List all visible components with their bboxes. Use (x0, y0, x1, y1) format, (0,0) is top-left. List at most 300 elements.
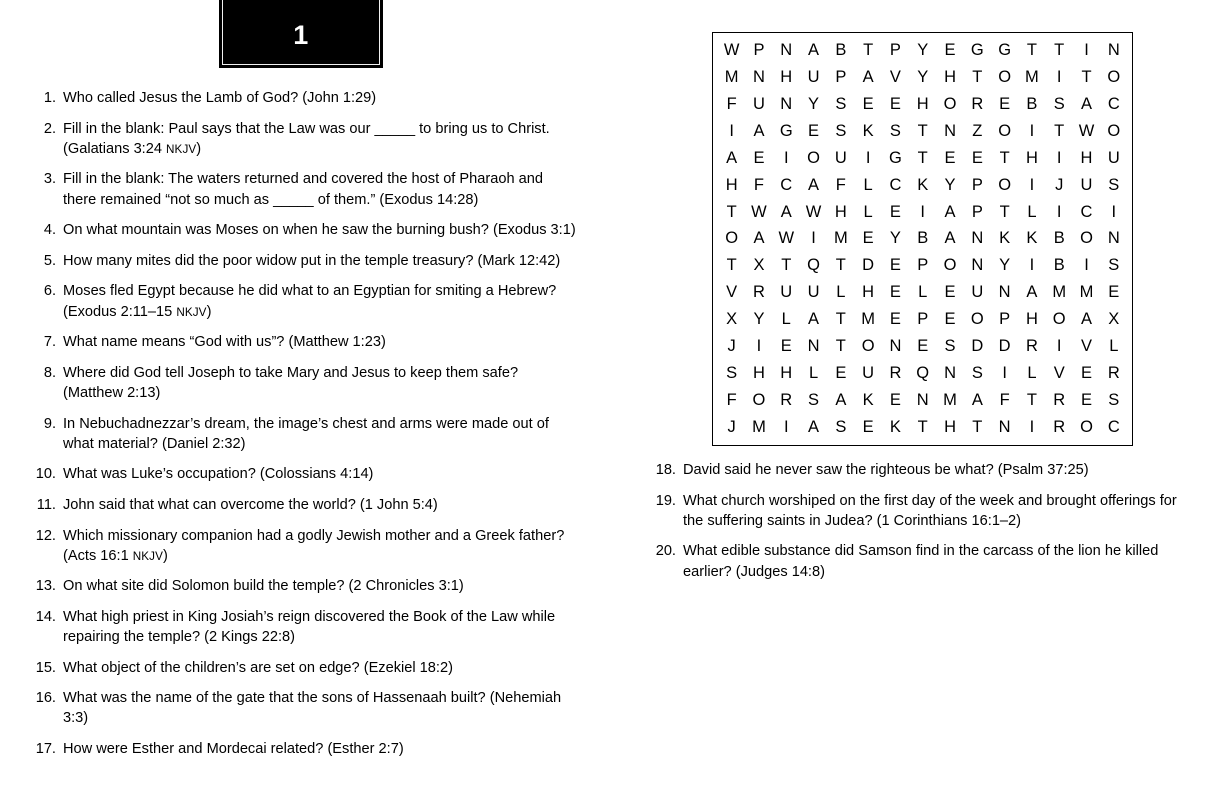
word-search-cell[interactable]: V (726, 283, 738, 302)
word-search-cell[interactable]: R (1025, 336, 1038, 355)
word-search-cell[interactable]: T (1054, 41, 1065, 60)
question-number: 11. (36, 496, 56, 513)
word-search-cell[interactable]: H (780, 68, 793, 87)
question-number: 2. (43, 120, 56, 137)
word-search-cell[interactable]: M (943, 390, 957, 409)
word-search-cell[interactable]: N (1107, 229, 1120, 248)
word-search-cell[interactable]: F (835, 175, 846, 194)
word-search-cell[interactable]: B (1053, 256, 1065, 275)
word-search-cell[interactable]: W (805, 202, 822, 221)
word-search-cell[interactable]: G (779, 121, 793, 140)
word-search-cell[interactable]: I (920, 202, 926, 221)
word-search-cell[interactable]: L (836, 283, 846, 302)
word-search-cell[interactable]: E (1081, 363, 1093, 382)
question-number: 4. (43, 222, 56, 239)
word-search-cell[interactable]: F (999, 390, 1010, 409)
word-search-cell[interactable]: L (1109, 336, 1119, 355)
word-search-cell[interactable]: U (1080, 175, 1093, 194)
word-search-cell[interactable]: N (807, 336, 820, 355)
word-search-cell[interactable]: I (1029, 256, 1035, 275)
word-search-cell[interactable]: A (944, 229, 956, 248)
word-search-cell[interactable]: P (917, 256, 929, 275)
word-search-cell[interactable]: N (780, 41, 793, 60)
word-search-cell[interactable]: K (862, 390, 874, 409)
word-search-row (718, 64, 1127, 91)
word-search-row (718, 279, 1127, 306)
word-search-cell[interactable]: U (1107, 148, 1120, 167)
question-text: Fill in the blank: Paul says that the Law was our _____ to bring us to Christ. (Galatians 3:24 NKJV) (63, 120, 550, 157)
word-search-cell[interactable]: O (807, 148, 820, 167)
word-search-cell[interactable]: I (811, 229, 816, 248)
word-search-cell[interactable]: P (753, 41, 765, 60)
word-search-cell[interactable]: Q (916, 363, 930, 382)
word-search-cell[interactable]: H (725, 175, 738, 194)
word-search-cell[interactable]: S (1108, 390, 1120, 409)
word-search-cell[interactable]: H (862, 283, 875, 302)
word-search-cell[interactable]: T (1054, 121, 1065, 140)
word-search-row (718, 360, 1127, 387)
word-search-cell[interactable]: E (862, 229, 874, 248)
word-search-cell[interactable]: T (835, 256, 846, 275)
word-search-cell[interactable]: H (1080, 148, 1093, 167)
word-search-cell[interactable]: Q (807, 256, 820, 275)
word-search-cell[interactable]: V (889, 68, 901, 87)
word-search-cell[interactable]: E (889, 256, 901, 275)
word-search-cell[interactable]: T (726, 202, 737, 221)
word-search-cell[interactable]: T (835, 310, 846, 329)
word-search-cell[interactable]: H (834, 202, 847, 221)
word-search-cell[interactable]: L (863, 202, 873, 221)
word-search-cell[interactable]: E (944, 310, 956, 329)
word-search-cell[interactable]: L (1027, 363, 1037, 382)
word-search-cell[interactable]: S (1108, 256, 1120, 275)
word-search-cell[interactable]: E (999, 94, 1011, 113)
question-item (32, 332, 580, 352)
word-search-cell[interactable]: V (1081, 336, 1093, 355)
word-search-cell[interactable]: O (725, 229, 739, 248)
question-text: John said that what can overcome the world? (1 John 5:4) (63, 496, 438, 513)
question-item (32, 119, 580, 159)
word-search-cell[interactable]: A (808, 417, 820, 436)
word-search-cell[interactable]: E (862, 417, 874, 436)
question-number: 19. (655, 492, 676, 509)
question-item (32, 526, 580, 566)
word-search-cell[interactable]: N (944, 121, 956, 140)
word-search-cell[interactable]: K (917, 175, 929, 194)
word-search-cell[interactable]: A (835, 390, 847, 409)
word-search-row (718, 145, 1127, 172)
word-search-cell[interactable]: L (781, 310, 791, 329)
word-search-cell[interactable]: R (1053, 417, 1066, 436)
word-search-cell[interactable]: L (808, 363, 819, 382)
question-number: 17. (35, 741, 56, 757)
word-search-cell[interactable]: O (861, 336, 875, 355)
word-search-cell[interactable]: S (971, 363, 983, 382)
word-search-cell[interactable]: I (1084, 41, 1089, 60)
question-item (32, 251, 580, 271)
question-number: 10. (35, 466, 56, 483)
word-search-cell[interactable]: H (1025, 148, 1038, 167)
word-search-cell[interactable]: H (944, 417, 956, 436)
word-search-cell[interactable]: M (861, 310, 875, 329)
word-search-cell[interactable]: I (1029, 175, 1035, 194)
word-search-cell[interactable]: W (778, 229, 795, 248)
word-search-cell[interactable]: J (727, 336, 736, 355)
word-search-cell[interactable]: E (944, 41, 956, 60)
word-search-cell[interactable]: E (1081, 390, 1093, 409)
word-search-cell[interactable]: A (808, 41, 820, 60)
word-search-cell[interactable]: T (726, 256, 737, 275)
word-search-cell[interactable]: R (780, 390, 793, 409)
word-search-cell[interactable]: I (756, 336, 762, 355)
word-search-cell[interactable]: H (1025, 310, 1038, 329)
word-search-cell[interactable]: I (1056, 148, 1062, 167)
word-search-cell[interactable]: R (1107, 363, 1120, 382)
word-search-cell[interactable]: Y (917, 41, 929, 60)
word-search-cell[interactable]: I (1029, 121, 1035, 140)
word-search-cell[interactable]: W (723, 41, 740, 60)
word-search-cell[interactable]: O (1107, 121, 1121, 140)
word-search-cell[interactable]: E (753, 148, 765, 167)
word-search-cell[interactable]: G (889, 148, 902, 167)
word-search-cell[interactable]: S (835, 94, 847, 113)
word-search-cell[interactable]: M (752, 417, 766, 436)
word-search-cell[interactable]: Z (972, 121, 983, 140)
question-item (32, 495, 580, 515)
word-search-cell[interactable]: N (889, 336, 902, 355)
question-item (32, 739, 580, 759)
word-search-cell[interactable]: P (999, 310, 1011, 329)
word-search-cell[interactable]: B (1053, 229, 1065, 248)
word-search-cell[interactable]: U (752, 94, 765, 113)
word-search-cell[interactable]: B (835, 41, 847, 60)
word-search-cell[interactable]: E (835, 363, 847, 382)
word-search-cell[interactable]: O (943, 94, 957, 113)
word-search-cell[interactable]: A (808, 310, 820, 329)
word-search-cell[interactable]: R (889, 363, 902, 382)
question-number: 20. (655, 543, 676, 560)
word-search-cell[interactable]: D (998, 336, 1011, 355)
word-search-cell[interactable]: Y (999, 256, 1011, 275)
word-search-cell[interactable]: B (1026, 94, 1038, 113)
word-search-cell[interactable]: A (1081, 310, 1093, 329)
word-search-cell[interactable]: N (998, 417, 1011, 436)
word-search-cell[interactable]: I (783, 417, 789, 436)
word-search-cell[interactable]: S (889, 121, 901, 140)
word-search-cell[interactable]: I (729, 121, 734, 140)
word-search-cell[interactable]: H (752, 363, 765, 382)
question-text: Which missionary companion had a godly Jewish mother and a Greek father? (Acts 16:1 NKJV) (63, 527, 565, 564)
word-search-cell[interactable]: G (998, 41, 1012, 60)
word-search-cell[interactable]: K (999, 229, 1011, 248)
word-search-cell[interactable]: N (998, 283, 1011, 302)
word-search-cell[interactable]: N (971, 229, 984, 248)
word-search-cell[interactable]: P (971, 175, 983, 194)
word-search-cell[interactable]: O (970, 310, 984, 329)
word-search-cell[interactable]: C (1080, 202, 1093, 221)
word-search-row (718, 387, 1127, 414)
word-search-cell[interactable]: E (1108, 283, 1120, 302)
word-search-cell[interactable]: Y (753, 310, 765, 329)
question-item (32, 281, 580, 321)
word-search-cell[interactable]: I (1056, 68, 1062, 87)
word-search-cell[interactable]: A (726, 148, 738, 167)
word-search-cell[interactable]: R (1053, 390, 1066, 409)
word-search-cell[interactable]: P (917, 310, 929, 329)
word-search-cell[interactable]: H (916, 94, 929, 113)
word-search-cell[interactable]: U (834, 148, 847, 167)
word-search-body (718, 37, 1127, 440)
question-number: 6. (43, 283, 56, 300)
word-search-cell[interactable]: T (999, 148, 1010, 167)
word-search-cell[interactable]: C (1107, 94, 1120, 113)
word-search-cell[interactable]: T (1026, 41, 1037, 60)
question-text: Who called Jesus the Lamb of God? (John 1:29) (63, 90, 377, 106)
word-search-cell[interactable]: O (998, 175, 1012, 194)
word-search-cell[interactable]: N (780, 94, 793, 113)
word-search-cell[interactable]: Y (944, 175, 956, 194)
word-search-cell[interactable]: S (808, 390, 820, 409)
word-search-cell[interactable]: G (970, 41, 984, 60)
word-search-cell[interactable]: A (944, 202, 956, 221)
word-search-cell[interactable]: O (1080, 417, 1093, 436)
question-item (32, 576, 580, 596)
question-text: Where did God tell Joseph to take Mary and Jesus to keep them safe? (Matthew 2:13) (63, 364, 519, 401)
question-text: What edible substance did Samson find in the carcass of the lion he killed earlier? (Judges 14:8) (683, 543, 1159, 580)
word-search-cell[interactable]: S (835, 121, 847, 140)
word-search-cell[interactable]: M (724, 68, 739, 87)
question-number: 12. (35, 527, 56, 544)
word-search-cell[interactable]: A (753, 121, 765, 140)
word-search-row (718, 37, 1127, 64)
word-search-cell[interactable]: O (998, 121, 1012, 140)
word-search-cell[interactable]: R (752, 283, 765, 302)
word-search-cell[interactable]: B (917, 229, 929, 248)
question-list-left (32, 88, 580, 770)
question-item (32, 658, 580, 678)
word-search-cell[interactable]: S (726, 363, 738, 382)
question-text: What church worshiped on the first day of the week and brought offerings for the suffering saints in Judea? (1 Corinthians 16:1–2) (683, 492, 1177, 529)
question-item (32, 363, 580, 403)
word-search-cell[interactable]: U (807, 68, 820, 87)
word-search-cell[interactable]: Y (808, 94, 820, 113)
puzzle-number-badge-inner (222, 0, 380, 65)
word-search-cell[interactable]: C (889, 175, 902, 194)
word-search-cell[interactable]: A (780, 202, 792, 221)
question-number: 8. (43, 364, 56, 381)
word-search-cell[interactable]: I (783, 148, 789, 167)
word-search-cell[interactable]: F (753, 175, 764, 194)
word-search-cell[interactable]: T (917, 121, 928, 140)
word-search-cell[interactable]: D (862, 256, 875, 275)
word-search-cell[interactable]: E (889, 310, 901, 329)
word-search-cell[interactable]: F (726, 390, 737, 409)
question-text: On what mountain was Moses on when he saw the burning bush? (Exodus 3:1) (63, 222, 576, 239)
question-text: How many mites did the poor widow put in the temple treasury? (Mark 12:42) (63, 252, 561, 269)
word-search-cell[interactable]: T (917, 417, 928, 436)
word-search-cell[interactable]: I (865, 148, 871, 167)
word-search-cell[interactable]: X (1108, 310, 1120, 329)
word-search-cell[interactable]: I (1056, 202, 1062, 221)
question-text: Moses fled Egypt because he did what to an Egyptian for smiting a Hebrew? (Exodus 2:11–15 NKJV) (63, 283, 557, 320)
question-text: What name means “God with us”? (Matthew 1:23) (63, 334, 386, 351)
word-search-cell[interactable]: A (862, 68, 874, 87)
word-search-cell[interactable]: C (780, 175, 793, 194)
word-search-cell[interactable]: N (971, 256, 984, 275)
word-search-grid (712, 32, 1133, 446)
word-search-cell[interactable]: U (780, 283, 793, 302)
question-text: David said he never saw the righteous be what? (Psalm 37:25) (683, 462, 1089, 478)
word-search-row (718, 252, 1127, 279)
question-text: In Nebuchadnezzar’s dream, the image’s chest and arms were made out of what material? (Daniel 2:32) (63, 415, 549, 452)
word-search-cell[interactable]: T (835, 336, 846, 355)
word-search-cell[interactable]: E (889, 283, 901, 302)
question-number: 9. (43, 415, 56, 432)
word-search-cell[interactable]: E (808, 121, 820, 140)
word-search-cell[interactable]: L (863, 175, 873, 194)
word-search-cell[interactable]: N (916, 390, 929, 409)
word-search-cell[interactable]: E (889, 390, 901, 409)
question-item (32, 220, 580, 240)
word-search-cell[interactable]: E (862, 94, 874, 113)
word-search-cell[interactable]: E (917, 336, 929, 355)
word-search-cell[interactable]: I (1029, 417, 1035, 436)
word-search-row (718, 225, 1127, 252)
word-search-cell[interactable]: O (1080, 229, 1093, 248)
word-search-cell[interactable]: U (807, 283, 820, 302)
word-search-cell[interactable]: A (753, 229, 765, 248)
word-search-cell[interactable]: S (835, 417, 847, 436)
word-search-cell[interactable]: V (1053, 363, 1065, 382)
word-search-cell[interactable]: T (999, 202, 1010, 221)
word-search-cell[interactable]: T (972, 68, 983, 87)
question-number: 14. (35, 608, 56, 625)
word-search-cell[interactable]: E (780, 336, 792, 355)
word-search-cell[interactable]: J (1055, 175, 1064, 194)
word-search-row (718, 333, 1127, 360)
word-search-cell[interactable]: H (780, 363, 793, 382)
word-search-cell[interactable]: O (752, 390, 766, 409)
word-search-cell[interactable]: I (1056, 336, 1062, 355)
word-search-cell[interactable]: O (1052, 310, 1066, 329)
question-item (32, 607, 580, 647)
word-search-cell[interactable]: T (972, 417, 983, 436)
question-number: 18. (655, 462, 676, 478)
word-search-cell[interactable]: L (1027, 202, 1037, 221)
word-search-cell[interactable]: E (971, 148, 983, 167)
word-search-cell[interactable]: E (944, 283, 956, 302)
word-search-cell[interactable]: Y (889, 229, 901, 248)
word-search-cell[interactable]: M (1052, 283, 1067, 302)
question-item (32, 88, 580, 108)
word-search-cell[interactable]: A (1026, 283, 1038, 302)
word-search-cell[interactable]: Y (917, 68, 929, 87)
puzzle-number-badge (219, 0, 383, 68)
word-search-cell[interactable]: K (1026, 229, 1038, 248)
question-item (652, 460, 1200, 480)
word-search-cell[interactable]: T (781, 256, 792, 275)
question-text: How were Esther and Mordecai related? (Esther 2:7) (63, 741, 404, 757)
question-number: 5. (43, 252, 56, 269)
word-search-cell[interactable]: C (1107, 417, 1120, 436)
question-item (652, 541, 1200, 581)
word-search-cell[interactable]: P (971, 202, 983, 221)
word-search-cell[interactable]: S (1053, 94, 1065, 113)
word-search-cell[interactable]: I (1002, 363, 1007, 382)
word-search-cell[interactable]: L (918, 283, 928, 302)
word-search-cell[interactable]: M (1079, 283, 1094, 302)
word-search-cell[interactable]: S (944, 336, 956, 355)
word-search-cell[interactable]: W (751, 202, 767, 221)
word-search-cell[interactable]: T (863, 41, 874, 60)
word-search-cell[interactable]: S (1108, 175, 1120, 194)
question-text: What was Luke’s occupation? (Colossians 4:14) (63, 466, 374, 483)
word-search-cell[interactable]: M (833, 229, 848, 248)
question-text: On what site did Solomon build the temple? (2 Chronicles 3:1) (63, 578, 464, 595)
word-search-cell[interactable]: O (943, 256, 957, 275)
puzzle-number: 1 (293, 19, 309, 50)
word-search-cell[interactable]: K (862, 121, 874, 140)
word-search-cell[interactable]: O (998, 68, 1012, 87)
word-search-cell[interactable]: N (944, 363, 956, 382)
question-item (652, 491, 1200, 531)
word-search-row (718, 413, 1127, 440)
question-text: Fill in the blank: The waters returned and covered the host of Pharaoh and there remained “not so much as _____ of them.” (Exodus 14:28) (63, 171, 543, 208)
question-list-right (652, 460, 1200, 592)
word-search-cell[interactable]: N (1107, 41, 1120, 60)
question-number: 15. (35, 659, 56, 676)
word-search-cell[interactable]: M (1025, 68, 1039, 87)
word-search-cell[interactable]: E (889, 202, 901, 221)
word-search-cell[interactable]: U (862, 363, 875, 382)
word-search-cell[interactable]: R (971, 94, 984, 113)
word-search-row (718, 91, 1127, 118)
question-text: What high priest in King Josiah’s reign discovered the Book of the Law while repairing the temple? (2 Kings 22:8) (63, 608, 556, 645)
word-search-cell[interactable]: N (752, 68, 765, 87)
question-number: 16. (35, 690, 56, 707)
word-search-cell[interactable]: T (1026, 390, 1037, 409)
word-search-cell[interactable]: P (835, 68, 847, 87)
question-number: 7. (43, 334, 56, 351)
question-number: 1. (43, 90, 56, 106)
word-search-cell[interactable]: D (971, 336, 984, 355)
question-text: What was the name of the gate that the sons of Hassenaah built? (Nehemiah 3:3) (63, 690, 562, 727)
word-search-cell[interactable]: J (727, 417, 736, 436)
word-search-cell[interactable]: A (971, 390, 983, 409)
word-search-cell[interactable]: T (917, 148, 928, 167)
word-search-cell[interactable]: X (726, 310, 738, 329)
word-search-cell[interactable]: K (889, 417, 901, 436)
word-search-cell[interactable]: E (944, 148, 956, 167)
word-search-cell[interactable]: P (889, 41, 901, 60)
word-search-cell[interactable]: O (1107, 68, 1121, 87)
word-search-cell[interactable]: E (889, 94, 901, 113)
word-search-row (718, 198, 1127, 225)
word-search-cell[interactable]: A (808, 175, 820, 194)
word-search-cell[interactable]: U (971, 283, 984, 302)
word-search-cell[interactable]: F (726, 94, 737, 113)
word-search-row (718, 171, 1127, 198)
word-search-cell[interactable]: H (944, 68, 956, 87)
word-search-cell[interactable]: I (1111, 202, 1117, 221)
word-search-cell[interactable]: T (1081, 68, 1092, 87)
word-search-cell[interactable]: I (1084, 256, 1089, 275)
word-search-cell[interactable]: W (1078, 121, 1095, 140)
question-text: What object of the children’s are set on edge? (Ezekiel 18:2) (63, 659, 453, 676)
question-item (32, 688, 580, 728)
word-search-cell[interactable]: A (1081, 94, 1093, 113)
word-search-cell[interactable]: X (753, 256, 765, 275)
